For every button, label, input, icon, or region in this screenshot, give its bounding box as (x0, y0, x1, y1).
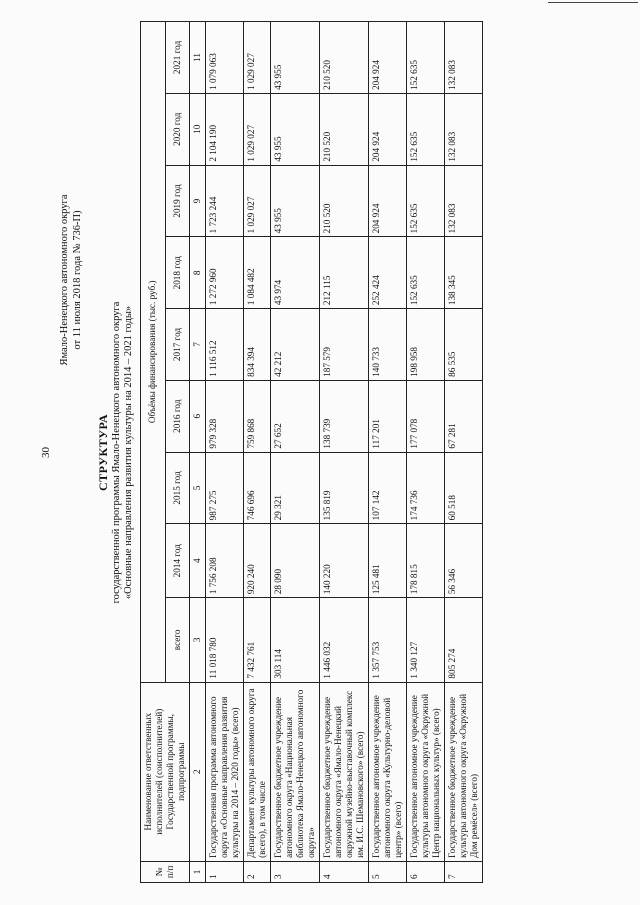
table-row (244, 22, 271, 883)
row-year-value: 252 424 (369, 237, 407, 309)
column-index: 7 (190, 309, 206, 381)
column-index: 6 (190, 380, 206, 452)
row-year-value: 67 281 (445, 380, 483, 452)
column-index: 1 (190, 861, 206, 882)
row-number: 6 (407, 861, 445, 882)
row-number: 1 (206, 861, 244, 882)
row-year-value: 132 083 (445, 22, 483, 94)
header-year: 2015 год (165, 452, 190, 524)
row-number: 3 (271, 861, 320, 882)
row-year-value: 27 652 (271, 380, 320, 452)
row-year-value: 138 345 (445, 237, 483, 309)
header-year: 2017 год (165, 309, 190, 381)
row-year-value: 1 029 027 (244, 93, 271, 165)
row-year-value: 177 078 (407, 380, 445, 452)
header-year: 2019 год (165, 165, 190, 237)
row-name: Государственная программа автономного округа «Основные направления развития культуры на 2014 – 2020 годы» (всего) (206, 682, 244, 861)
row-year-value: 1 272 960 (206, 237, 244, 309)
row-name: Государственное бюджетное учреждение автономного округа «Ямало-Ненецкий окружной музейно-выставочный комплекс им. И.С. Шемановского» (всего) (320, 682, 369, 861)
header-year: 2016 год (165, 380, 190, 452)
row-year-value: 987 275 (206, 452, 244, 524)
row-year-value: 140 733 (369, 309, 407, 381)
row-year-value: 759 868 (244, 380, 271, 452)
row-year-value: 152 635 (407, 237, 445, 309)
row-year-value: 117 201 (369, 380, 407, 452)
appendix-line-2: от 11 июля 2018 года № 736-П) (72, 210, 83, 350)
row-year-value: 1 079 063 (206, 22, 244, 94)
row-year-value: 210 520 (320, 93, 369, 165)
column-index-row (190, 22, 206, 883)
row-year-value: 135 819 (320, 452, 369, 524)
column-index: 11 (190, 22, 206, 94)
row-number: 5 (369, 861, 407, 882)
column-index: 8 (190, 237, 206, 309)
table-row (445, 22, 483, 883)
row-year-value: 152 635 (407, 22, 445, 94)
row-number: 4 (320, 861, 369, 882)
row-year-value: 746 696 (244, 452, 271, 524)
appendix-line-1: Ямало-Ненецкого автономного округа (59, 194, 70, 366)
column-index: 3 (190, 598, 206, 682)
row-year-value: 204 924 (369, 165, 407, 237)
header-year: 2020 год (165, 93, 190, 165)
appendix-reference (58, 150, 84, 410)
table-row (271, 22, 320, 883)
header-num: № п/п (141, 861, 190, 882)
row-year-value: 174 736 (407, 452, 445, 524)
page-number: 30 (40, 447, 52, 458)
row-year-value: 1 756 208 (206, 524, 244, 598)
row-name: Департамент культуры автономного округа (всего), в том числе (244, 682, 271, 861)
row-total-value: 7 432 761 (244, 598, 271, 682)
row-year-value: 140 220 (320, 524, 369, 598)
row-year-value: 212 115 (320, 237, 369, 309)
column-index: 10 (190, 93, 206, 165)
row-total-value: 11 018 780 (206, 598, 244, 682)
row-year-value: 187 579 (320, 309, 369, 381)
row-year-value: 152 635 (407, 165, 445, 237)
row-year-value: 834 394 (244, 309, 271, 381)
table-row (320, 22, 369, 883)
row-year-value: 204 924 (369, 93, 407, 165)
table-row (369, 22, 407, 883)
row-year-value: 198 958 (407, 309, 445, 381)
header-year: 2014 год (165, 524, 190, 598)
column-index: 9 (190, 165, 206, 237)
row-year-value: 210 520 (320, 22, 369, 94)
row-name: Государственное бюджетное учреждение автономного округа «Национальная библиотека Ямало-Ненецкого автономного округа» (271, 682, 320, 861)
table-row (407, 22, 445, 883)
row-year-value: 107 142 (369, 452, 407, 524)
header-year: 2021 год (165, 22, 190, 94)
row-year-value: 1 084 482 (244, 237, 271, 309)
row-year-value: 60 518 (445, 452, 483, 524)
row-year-value: 1 029 027 (244, 22, 271, 94)
row-total-value: 805 274 (445, 598, 483, 682)
table-row (206, 22, 244, 883)
row-name: Государственное автономное учреждение автономного округа «Культурно-деловой центр» (всего) (369, 682, 407, 861)
row-year-value: 979 328 (206, 380, 244, 452)
row-year-value: 132 083 (445, 165, 483, 237)
row-year-value: 86 535 (445, 309, 483, 381)
row-year-value: 2 104 190 (206, 93, 244, 165)
row-total-value: 303 114 (271, 598, 320, 682)
row-name: Государственное автономное учреждение культуры автономного округа «Окружной Центр национальных культур» (всего) (407, 682, 445, 861)
row-year-value: 138 739 (320, 380, 369, 452)
row-number: 2 (244, 861, 271, 882)
header-total: всего (165, 598, 190, 682)
subtitle-line-1: государственной программы Ямало-Ненецкого автономного округа (111, 301, 122, 604)
header-year: 2018 год (165, 237, 190, 309)
row-year-value: 1 116 512 (206, 309, 244, 381)
row-year-value: 125 481 (369, 524, 407, 598)
row-year-value: 132 083 (445, 93, 483, 165)
column-index: 2 (190, 682, 206, 861)
row-year-value: 43 955 (271, 22, 320, 94)
row-number: 7 (445, 861, 483, 882)
row-year-value: 43 955 (271, 165, 320, 237)
row-year-value: 43 974 (271, 237, 320, 309)
row-year-value: 1 723 244 (206, 165, 244, 237)
header-row-1 (141, 22, 166, 883)
row-year-value: 43 955 (271, 93, 320, 165)
row-year-value: 28 090 (271, 524, 320, 598)
row-year-value: 29 321 (271, 452, 320, 524)
row-year-value: 178 815 (407, 524, 445, 598)
row-year-value: 204 924 (369, 22, 407, 94)
subtitle-line-2: «Основные направления развития культуры на 2014 – 2021 годы» (123, 305, 134, 600)
row-year-value: 1 029 027 (244, 165, 271, 237)
column-index: 5 (190, 452, 206, 524)
row-name: Государственное бюджетное учреждение культуры автономного округа «Окружной Дом ремёсел» (всего) (445, 682, 483, 861)
row-year-value: 152 635 (407, 93, 445, 165)
document-subtitle (111, 0, 135, 905)
document-title: СТРУКТУРА (96, 414, 110, 491)
row-total-value: 1 357 753 (369, 598, 407, 682)
row-year-value: 42 212 (271, 309, 320, 381)
row-year-value: 920 240 (244, 524, 271, 598)
header-funding: Объёмы финансирования (тыс. руб.) (141, 22, 166, 683)
row-total-value: 1 446 032 (320, 598, 369, 682)
row-year-value: 210 520 (320, 165, 369, 237)
header-name: Наименование ответственных исполнителей (соисполнителей) Государственной программы, подпрограммы (141, 682, 190, 861)
funding-table (140, 21, 483, 883)
row-total-value: 1 340 127 (407, 598, 445, 682)
row-year-value: 56 346 (445, 524, 483, 598)
column-index: 4 (190, 524, 206, 598)
